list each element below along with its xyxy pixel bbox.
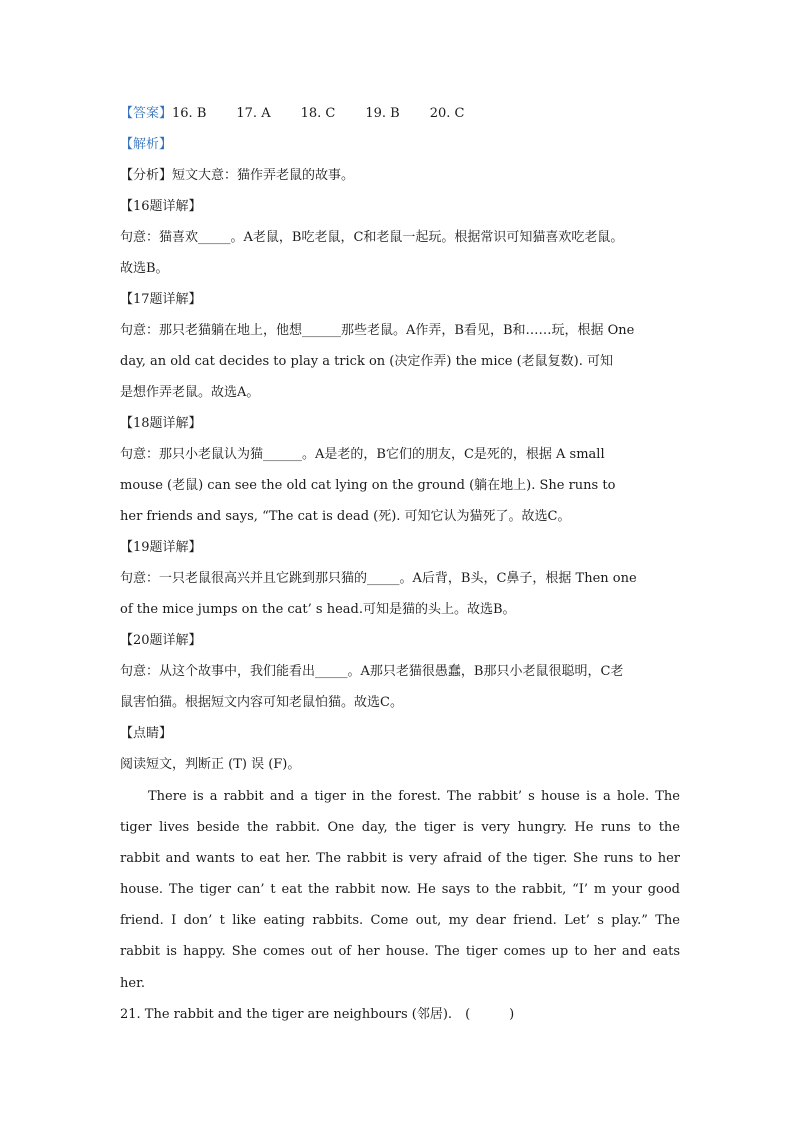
summary-text: 短文大意：猫作弄老鼠的故事。	[172, 168, 355, 183]
q17-explanation-line-1: 句意：那只老猫躺在地上，他想______那些老鼠。A作弄，B看见，B和……玩，根据 One	[120, 323, 635, 338]
q17-explanation-line-3: 是想作弄老鼠。故选A。	[120, 385, 260, 400]
q16-explanation-line-2: 故选B。	[120, 261, 169, 276]
document-page	[120, 98, 680, 1030]
q19-explanation-line-1: 句意：一只老鼠很高兴并且它跳到那只猫的_____。A后背，B头，C鼻子，根据 Then one	[120, 571, 637, 586]
dianjing-heading: 【点睛】	[120, 726, 173, 741]
q19-explanation-line-2: of the mice jumps on the cat’ s head.可知是猫的头上。故选B。	[120, 602, 516, 617]
q18-explanation-line-2: mouse (老鼠) can see the old cat lying on the ground (躺在地上). She runs to	[120, 478, 616, 493]
instruction-line: 阅读短文，判断正 (T) 误 (F)。	[120, 757, 301, 772]
answer-item-20: 20. C	[429, 106, 465, 121]
analysis-heading: 【解析】	[120, 137, 173, 152]
q19-heading: 【19题详解】	[120, 540, 202, 555]
answer-item-16: 16. B	[172, 106, 207, 121]
q20-heading: 【20题详解】	[120, 633, 202, 648]
answer-item-18: 18. C	[300, 106, 336, 121]
q18-heading: 【18题详解】	[120, 416, 202, 431]
question-21: 21. The rabbit and the tiger are neighbours (邻居). ( )	[120, 1006, 515, 1022]
q16-explanation-line-1: 句意：猫喜欢_____。A老鼠，B吃老鼠，C和老鼠一起玩。根据常识可知猫喜欢吃老鼠。	[120, 230, 624, 245]
summary-label: 【分析】	[120, 168, 173, 183]
answer-item-17: 17. A	[236, 106, 271, 121]
q20-explanation-line-2: 鼠害怕猫。根据短文内容可知老鼠怕猫。故选C。	[120, 695, 403, 710]
summary-line	[120, 160, 680, 191]
reading-passage: There is a rabbit and a tiger in the forest. The rabbit’ s house is a hole. The tiger lives beside the rabbit. One day, the tiger is very hungry. He runs to the rabbit and wants to eat her. The rabbit is very afraid of the tiger. She runs to her house. The tiger can’ t eat the rabbit now. He says to the rabbit, “I’ m your good friend. I don’ t like eating rabbits. Come out, my dear friend. Let’ s play.” The rabbit is happy. She comes out of her house. The tiger comes up to her and eats her.	[120, 789, 680, 991]
answer-item-19: 19. B	[365, 106, 400, 121]
q18-explanation-line-1: 句意：那只小老鼠认为猫______。A是老的，B它们的朋友，C是死的，根据 A small	[120, 447, 605, 462]
q16-heading: 【16题详解】	[120, 199, 202, 214]
q20-explanation-line-1: 句意：从这个故事中，我们能看出_____。A那只老猫很愚蠢，B那只小老鼠很聪明，C老	[120, 664, 624, 679]
answer-line	[120, 98, 680, 129]
q17-explanation-line-2: day, an old cat decides to play a trick on (决定作弄) the mice (老鼠复数). 可知	[120, 354, 613, 369]
q18-explanation-line-3: her friends and says, “The cat is dead (死). 可知它认为猫死了。故选C。	[120, 509, 571, 524]
q17-heading: 【17题详解】	[120, 292, 202, 307]
answer-label: 【答案】	[120, 106, 173, 121]
